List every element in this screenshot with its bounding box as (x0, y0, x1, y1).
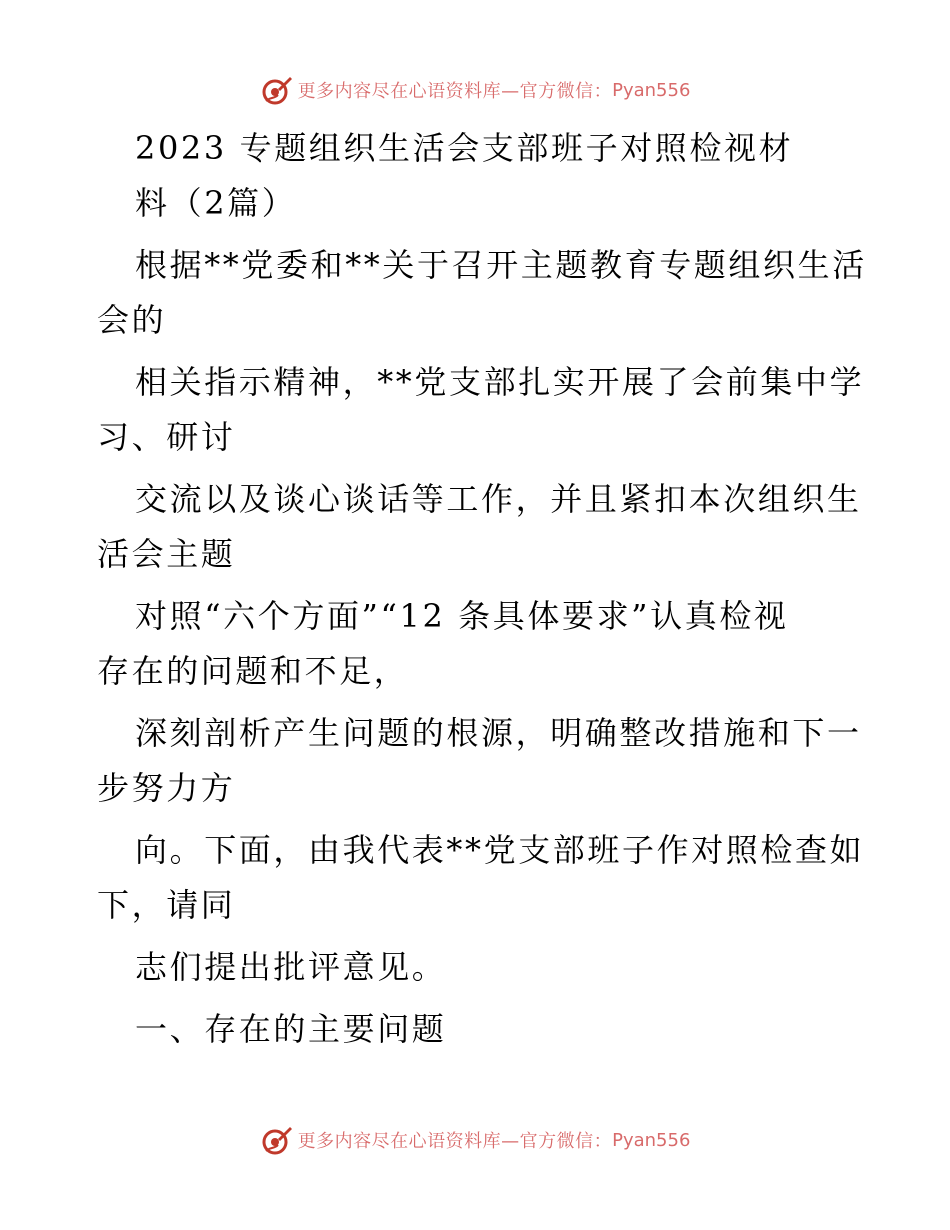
paragraph-line: 存在的问题和不足， (97, 652, 409, 690)
header-banner (0, 70, 950, 110)
header-banner-text: 更多内容尽在心语资料库—官方微信： (297, 81, 613, 102)
title-line-1: 2023 专题组织生活会支部班子对照检视材 (135, 129, 794, 167)
paragraph-line: 相关指示精神，**党支部扎实开展了会前集中学 (135, 363, 865, 401)
paragraph-line: 深刻剖析产生问题的根源，明确整改措施和下一 (135, 714, 862, 752)
header-banner-account: Pyan556 (612, 79, 691, 101)
paragraph-line: 对照“六个方面”“12 条具体要求”认真检视 (135, 597, 789, 635)
paragraph-line: 步努力方 (97, 769, 236, 807)
title-line-2: 料（2篇） (135, 184, 297, 222)
logo-icon (260, 73, 294, 107)
paragraph-line: 习、研讨 (97, 418, 236, 456)
section-heading: 一、存在的主要问题 (135, 1010, 447, 1048)
paragraph-line: 下，请同 (97, 886, 236, 924)
paragraph-line: 会的 (97, 301, 167, 339)
paragraph-line: 志们提出批评意见。 (135, 948, 447, 986)
paragraph-line: 向。下面，由我代表**党支部班子作对照检查如 (135, 831, 865, 869)
footer-banner (0, 1120, 950, 1160)
paragraph-line: 根据**党委和**关于召开主题教育专题组织生活 (135, 246, 867, 284)
footer-banner-account: Pyan556 (612, 1129, 691, 1151)
paragraph-line: 活会主题 (97, 535, 236, 573)
logo-icon (260, 1123, 294, 1157)
paragraph-line: 交流以及谈心谈话等工作，并且紧扣本次组织生 (135, 480, 862, 518)
footer-banner-text: 更多内容尽在心语资料库—官方微信： (297, 1131, 613, 1152)
